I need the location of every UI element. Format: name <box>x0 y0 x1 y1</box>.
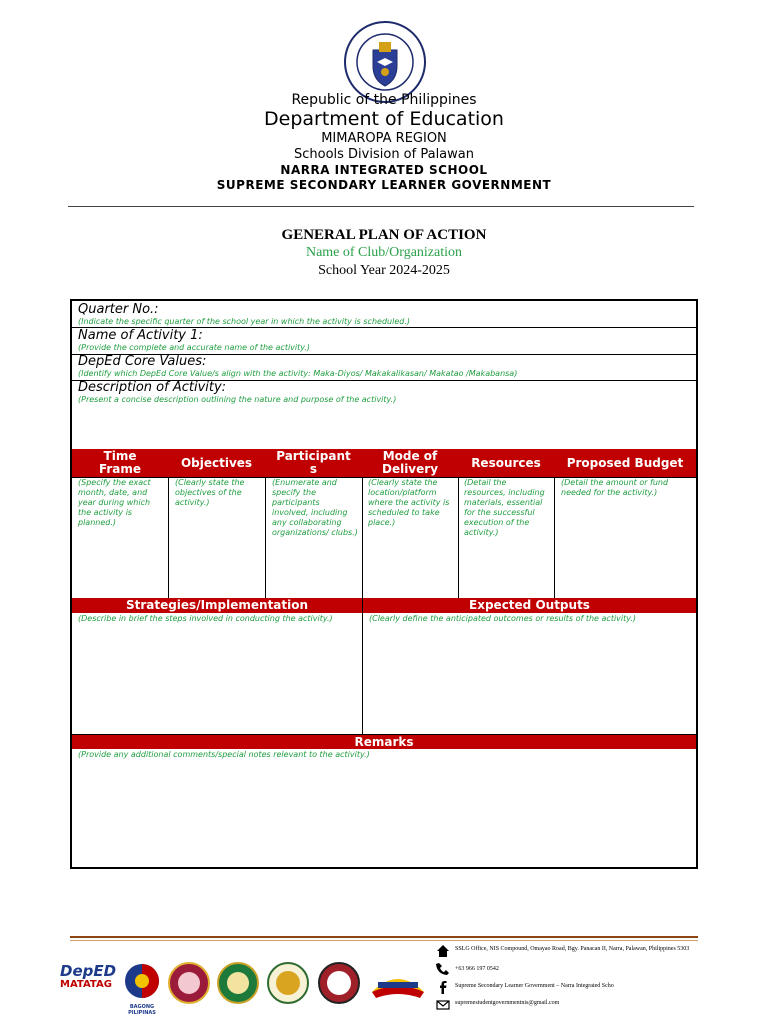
bagong-pilipinas-logo <box>118 962 166 1016</box>
budget-hint: (Detail the amount or fund needed for the activity.) <box>561 478 669 497</box>
footer-divider <box>70 940 698 941</box>
contact-address: SSLG Office, NIS Compound, Omayao Road, Bgy. Panacan II, Narra, Palawan, Philippines 5303 <box>455 946 690 952</box>
col-header-resources: Resources <box>471 455 541 470</box>
header-department: Department of Education <box>264 108 504 130</box>
resources-hint: (Detail the resources, including materials, essential for the successful execution of the activity.) <box>464 478 545 537</box>
school-seal-logo <box>168 962 210 1004</box>
header-republic: Republic of the Philippines <box>291 92 477 108</box>
remarks-hint: (Provide any additional comments/special notes relevant to the activity.) <box>78 750 370 759</box>
core-values-hint: (Identify which DepEd Core Value/s align with the activity: Maka-Diyos/ Makakalikasan/ Makatao /Makabansa) <box>78 369 518 378</box>
sslg-logo <box>368 962 428 1004</box>
remarks-header: Remarks <box>72 735 696 749</box>
home-icon <box>436 944 450 958</box>
deped-logo-text: DepED <box>60 962 117 980</box>
col-header-mode <box>362 449 458 477</box>
divider <box>458 477 459 598</box>
phone-icon <box>436 962 450 976</box>
plan-title: GENERAL PLAN OF ACTION <box>281 227 487 243</box>
header-school: NARRA INTEGRATED SCHOOL <box>280 163 488 177</box>
deped-matatag-logo <box>60 963 116 997</box>
council-seal-logo <box>316 962 362 1004</box>
participants-hint: (Enumerate and specify the participants involved, including any collaborating organizations/ clubs.) <box>272 478 358 537</box>
header-divider <box>68 206 694 207</box>
header-division: Schools Division of Palawan <box>293 147 474 162</box>
quarter-label: Quarter No.: <box>78 302 159 317</box>
header-region: MIMAROPA REGION <box>321 131 447 146</box>
matatag-logo-text: MATATAG <box>60 979 112 990</box>
activity-label: Name of Activity 1: <box>78 328 203 343</box>
club-seal-logo <box>216 962 260 1004</box>
strategies-header: Strategies/Implementation <box>72 598 362 613</box>
col-header-budget: Proposed Budget <box>566 455 684 470</box>
school-year: School Year 2024-2025 <box>318 263 450 278</box>
contact-facebook: Supreme Secondary Learner Government – Narra Integrated Scho <box>455 983 614 989</box>
divider <box>362 477 363 598</box>
col-header-line: Participant <box>276 449 351 463</box>
facebook-icon <box>436 980 450 994</box>
core-values-label: DepEd Core Values: <box>78 354 207 369</box>
time-frame-hint: (Specify the exact month, date, and year during which the activity is planned.) <box>78 478 151 527</box>
strategies-hint: (Describe in brief the steps involved in conducting the activity.) <box>78 614 333 623</box>
club-name: Name of Club/Organization <box>305 245 463 260</box>
footer-divider <box>70 936 698 938</box>
col-header-line: Time <box>103 449 137 463</box>
outputs-hint: (Clearly define the anticipated outcomes or results of the activity.) <box>369 614 637 623</box>
col-header-line: Mode of <box>382 449 438 463</box>
col-header-time-frame <box>72 449 168 477</box>
divider <box>168 477 169 598</box>
divider <box>265 477 266 598</box>
col-header-line: Frame <box>98 462 142 476</box>
plan-form <box>70 299 698 869</box>
organization-seal-logo <box>266 962 310 1004</box>
header-government: SUPREME SECONDARY LEARNER GOVERNMENT <box>216 178 552 192</box>
divider <box>554 477 555 598</box>
col-header-participants <box>265 449 362 477</box>
bagong-pilipinas-emblem-icon <box>118 962 166 1000</box>
mode-hint: (Clearly state the location/platform where the activity is scheduled to take place.) <box>368 478 450 527</box>
outputs-header: Expected Outputs <box>363 598 696 613</box>
quarter-hint: (Indicate the specific quarter of the school year in which the activity is scheduled.) <box>78 317 410 326</box>
mail-icon <box>436 998 450 1012</box>
contact-phone: +63 966 197 0542 <box>455 966 499 972</box>
col-header-line: Delivery <box>381 462 439 476</box>
description-hint: (Present a concise description outlining the nature and purpose of the activity.) <box>78 395 397 404</box>
col-header-objectives: Objectives <box>180 455 253 470</box>
description-label: Description of Activity: <box>78 380 227 395</box>
col-header-line: s <box>309 462 318 476</box>
bagong-pilipinas-text: BAGONG PILIPINAS <box>128 1004 156 1016</box>
objectives-hint: (Clearly state the objectives of the activity.) <box>175 478 245 507</box>
activity-hint: (Provide the complete and accurate name of the activity.) <box>78 343 311 352</box>
divider <box>362 598 363 735</box>
contact-email: supremestudentgovernmentnis@gmail.com <box>455 1000 560 1006</box>
